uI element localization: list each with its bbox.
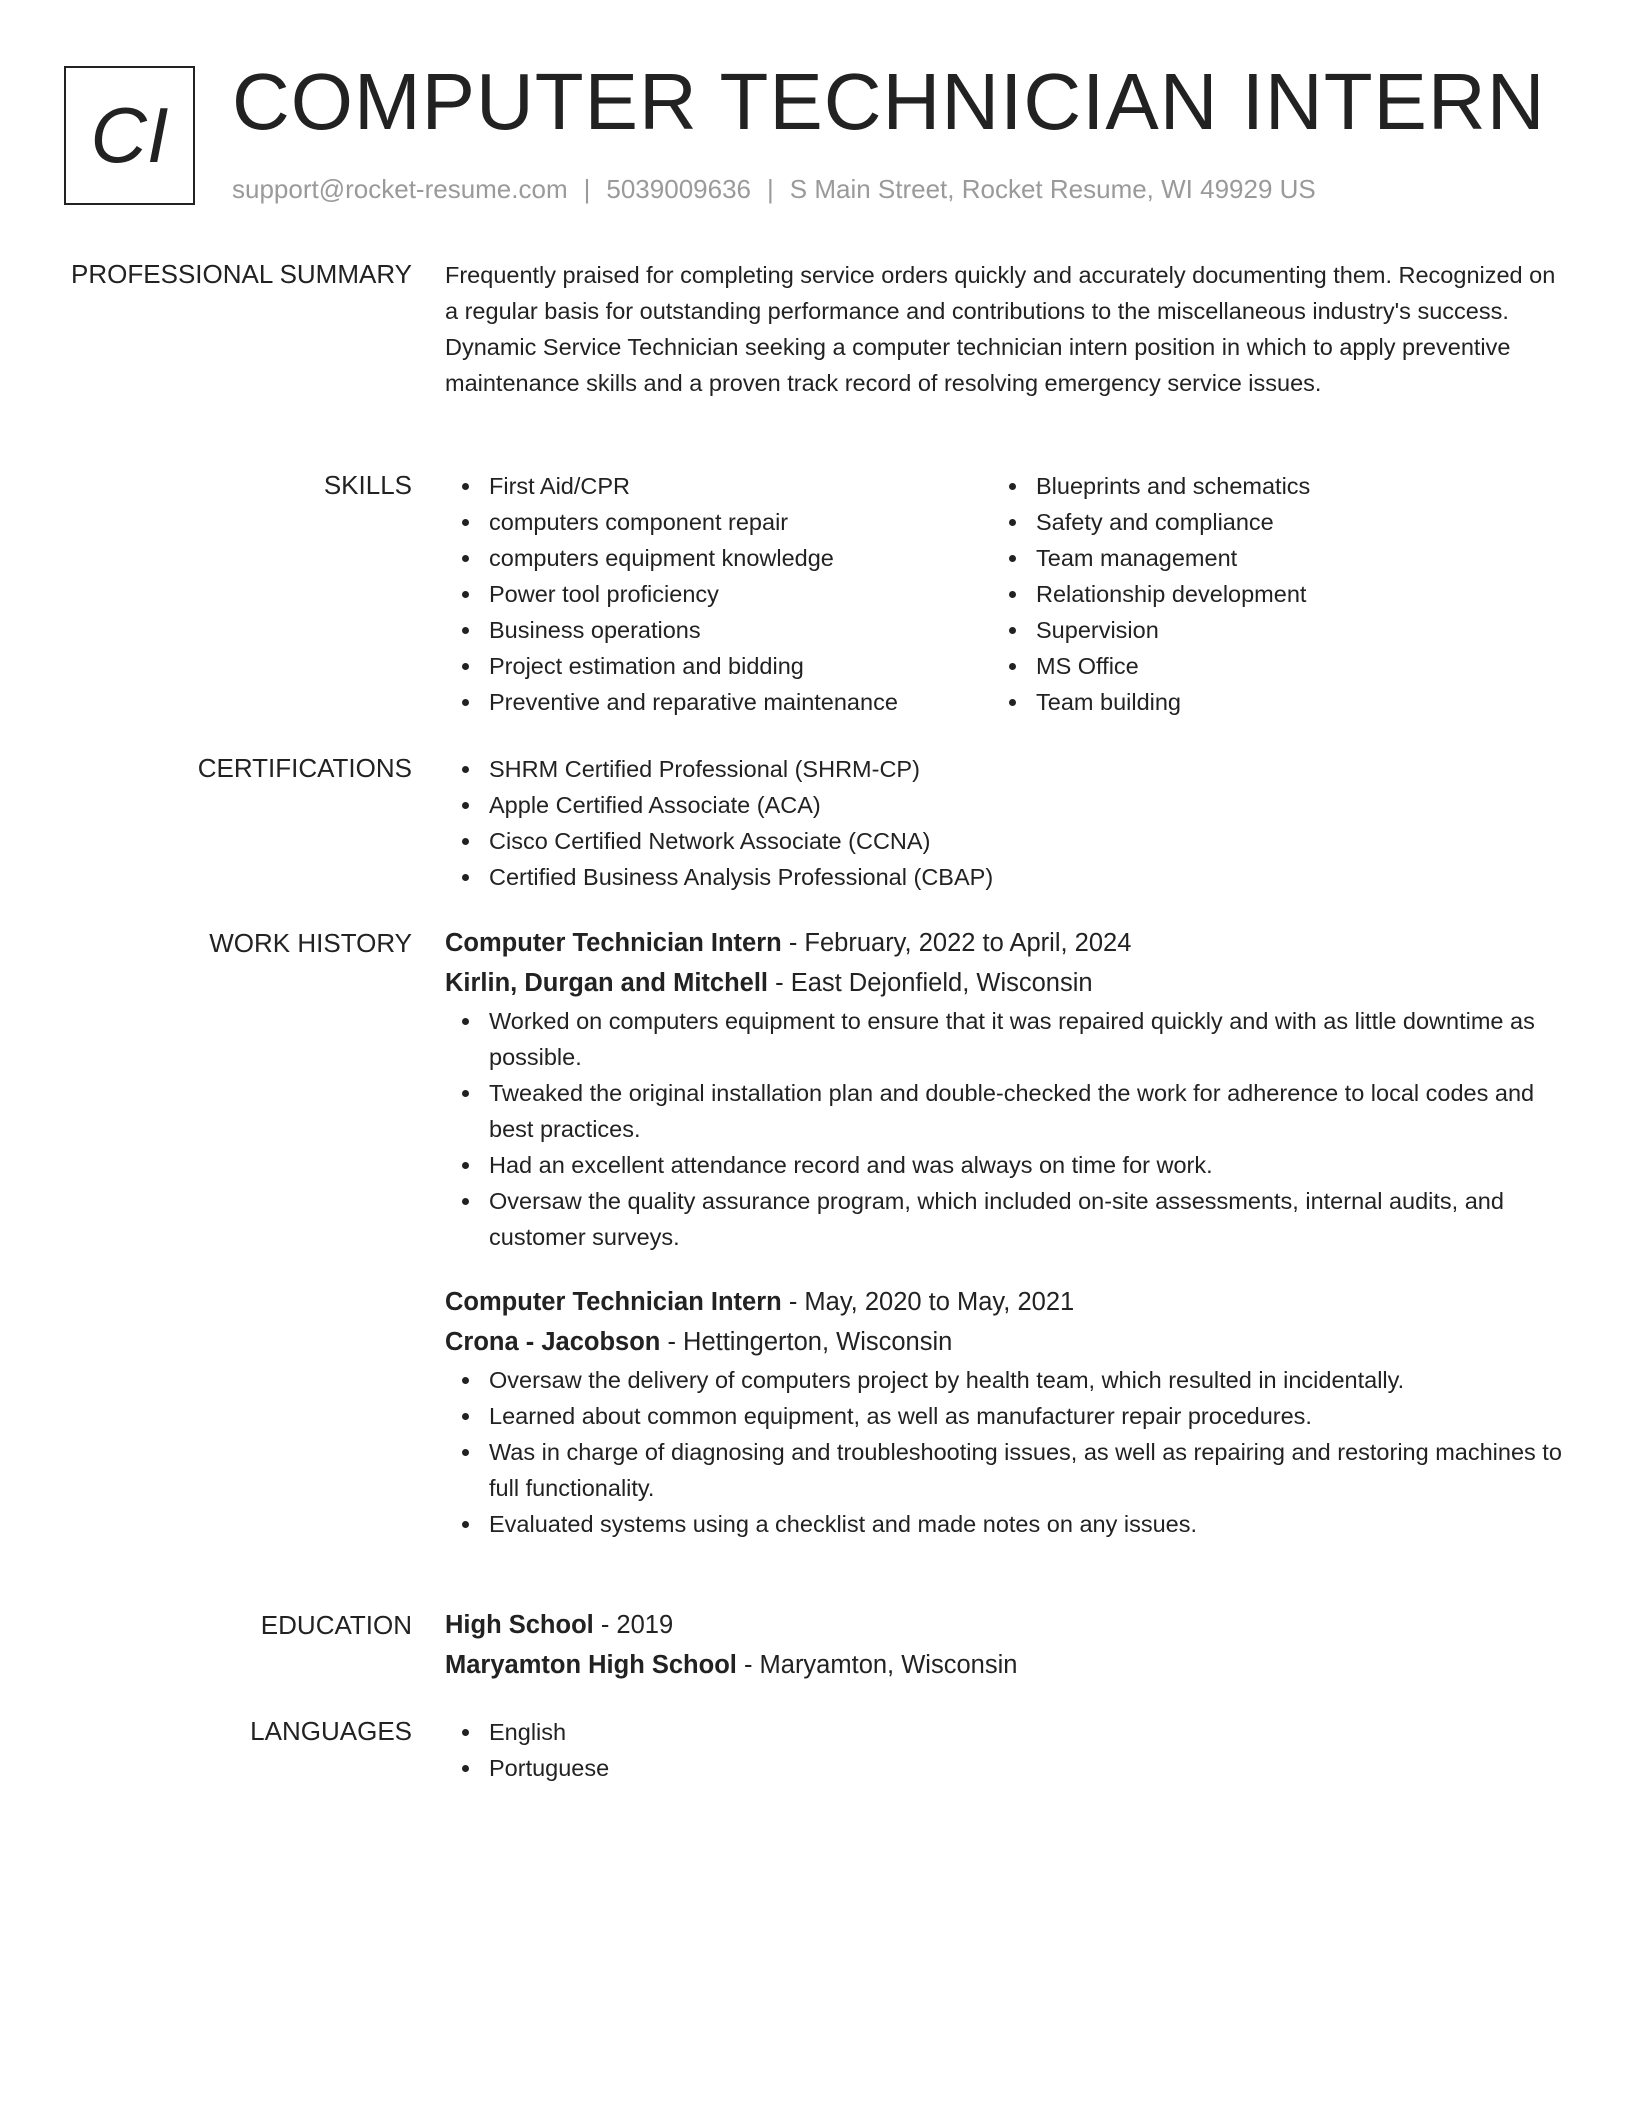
duty-item: Was in charge of diagnosing and troubleshooting issues, as well as repairing and restoring machines to full functionality. (445, 1434, 1565, 1506)
monogram-logo: CI (64, 66, 195, 205)
certification-item: SHRM Certified Professional (SHRM-CP) (445, 751, 1565, 787)
skill-item: computers component repair (445, 504, 992, 540)
job-company-line (445, 963, 1565, 1003)
contact-separator: | (767, 174, 774, 204)
certification-item: Certified Business Analysis Professional (CBAP) (445, 859, 1565, 895)
job-dates: - February, 2022 to April, 2024 (781, 929, 1132, 957)
duty-item: Evaluated systems using a checklist and made notes on any issues. (445, 1506, 1565, 1542)
skill-item: Team building (992, 684, 1539, 720)
job-location: - Hettingerton, Wisconsin (660, 1328, 953, 1356)
languages-list (445, 1714, 1565, 1786)
skill-item: Project estimation and bidding (445, 648, 992, 684)
skill-item: MS Office (992, 648, 1539, 684)
education-location: - Maryamton, Wisconsin (736, 1651, 1018, 1679)
skill-item: First Aid/CPR (445, 468, 992, 504)
skill-item: computers equipment knowledge (445, 540, 992, 576)
education-school: Maryamton High School (445, 1651, 737, 1679)
skill-item: Supervision (992, 612, 1539, 648)
contact-line (232, 172, 1316, 206)
languages-heading: LANGUAGES (250, 1716, 412, 1746)
skill-item: Power tool proficiency (445, 576, 992, 612)
job-duties-list (445, 1362, 1565, 1542)
duty-item: Oversaw the delivery of computers project by health team, which resulted in incidentally. (445, 1362, 1565, 1398)
skills-list-right (992, 468, 1539, 720)
job-title: Computer Technician Intern (445, 929, 782, 957)
job-location: - East Dejonfield, Wisconsin (768, 969, 1093, 997)
duty-item: Learned about common equipment, as well as manufacturer repair procedures. (445, 1398, 1565, 1434)
skills-heading: SKILLS (323, 470, 412, 500)
education-school-line (445, 1645, 1565, 1685)
duty-item: Oversaw the quality assurance program, which included on-site assessments, internal audits, and customer surveys. (445, 1183, 1565, 1255)
contact-phone: 5039009636 (606, 174, 751, 204)
education-degree: High School (445, 1611, 594, 1639)
job-title: Computer Technician Intern (445, 1288, 782, 1316)
skill-item: Team management (992, 540, 1539, 576)
duty-item: Worked on computers equipment to ensure that it was repaired quickly and with as little downtime as possible. (445, 1003, 1565, 1075)
job-duties-list (445, 1003, 1565, 1255)
skill-item: Preventive and reparative maintenance (445, 684, 992, 720)
work-history-heading: WORK HISTORY (209, 928, 412, 958)
education-heading: EDUCATION (260, 1610, 412, 1640)
job-company: Crona - Jacobson (445, 1328, 661, 1356)
education-degree-line (445, 1605, 1565, 1645)
contact-separator: | (583, 174, 591, 204)
contact-email: support@rocket-resume.com (232, 174, 568, 204)
certification-item: Cisco Certified Network Associate (CCNA) (445, 823, 1565, 859)
job-title-line (445, 923, 1565, 963)
skills-list-left (445, 468, 992, 720)
duty-item: Tweaked the original installation plan and double-checked the work for adherence to local codes and best practices. (445, 1075, 1565, 1147)
job-company-line (445, 1322, 1565, 1362)
certification-item: Apple Certified Associate (ACA) (445, 787, 1565, 823)
certifications-heading: CERTIFICATIONS (197, 753, 412, 783)
education-year: - 2019 (593, 1611, 674, 1639)
skill-item: Blueprints and schematics (992, 468, 1539, 504)
job-company: Kirlin, Durgan and Mitchell (445, 969, 769, 997)
job-dates: - May, 2020 to May, 2021 (781, 1288, 1075, 1316)
skill-item: Business operations (445, 612, 992, 648)
job-entry (445, 923, 1565, 1255)
certifications-list (445, 751, 1565, 895)
duty-item: Had an excellent attendance record and was always on time for work. (445, 1147, 1565, 1183)
job-entry (445, 1282, 1565, 1542)
resume-title: COMPUTER TECHNICIAN INTERN (232, 57, 1546, 146)
language-item: Portuguese (445, 1750, 1565, 1786)
summary-heading: PROFESSIONAL SUMMARY (71, 259, 412, 289)
skill-item: Relationship development (992, 576, 1539, 612)
job-title-line (445, 1282, 1565, 1322)
summary-text: Frequently praised for completing service orders quickly and accurately documenting them. Recognized on a regular basis for outstanding performance and contributions to the miscellaneous industry's success. Dynamic Service Technician seeking a computer technician intern position in which to apply preventive maintenance skills and a proven track record of resolving emergency service issues. (445, 262, 1556, 396)
contact-address: S Main Street, Rocket Resume, WI 49929 US (789, 174, 1316, 204)
skill-item: Safety and compliance (992, 504, 1539, 540)
language-item: English (445, 1714, 1565, 1750)
